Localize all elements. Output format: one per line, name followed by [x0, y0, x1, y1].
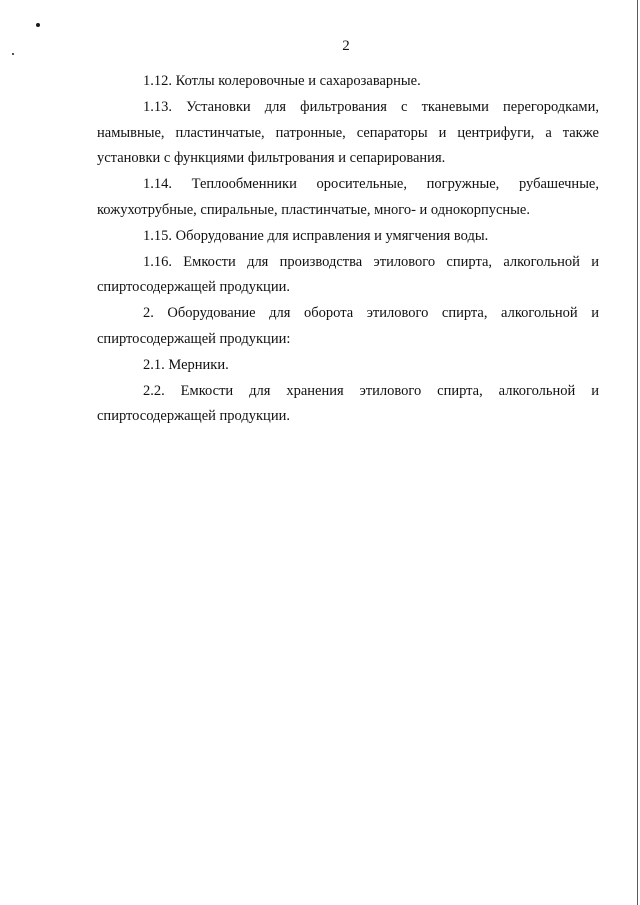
scan-speck — [36, 23, 40, 27]
paragraph-1-15: 1.15. Оборудование для исправления и умягчения воды. — [143, 227, 489, 244]
paragraph-2-1: 2.1. Мерники. — [143, 356, 229, 373]
document-body — [97, 69, 599, 430]
paragraph-1-13: 1.13. Установки для фильтрования с тканевыми перегородками, намывные, пластинчатые, патронные, сепараторы и центрифуги, а также установки с функциями фильтрования и сепарирования. — [97, 98, 599, 167]
paragraph-1-12: 1.12. Котлы колеровочные и сахарозаварные. — [143, 73, 421, 89]
scan-edge-line — [637, 0, 638, 905]
paragraph-2: 2. Оборудование для оборота этилового спирта, алкогольной и спиртосодержащей продукции: — [97, 305, 599, 347]
paragraph-2-2: 2.2. Емкости для хранения этилового спирта, алкогольной и спиртосодержащей продукции. — [97, 382, 599, 425]
paragraph-1-14: 1.14. Теплообменники оросительные, погружные, рубашечные, кожухотрубные, спиральные, пластинчатые, много- и однокорпусные. — [97, 176, 599, 218]
page-number: 2 — [342, 38, 350, 54]
paragraph-1-16: 1.16. Емкости для производства этилового спирта, алкогольной и спиртосодержащей продукции. — [97, 253, 599, 296]
